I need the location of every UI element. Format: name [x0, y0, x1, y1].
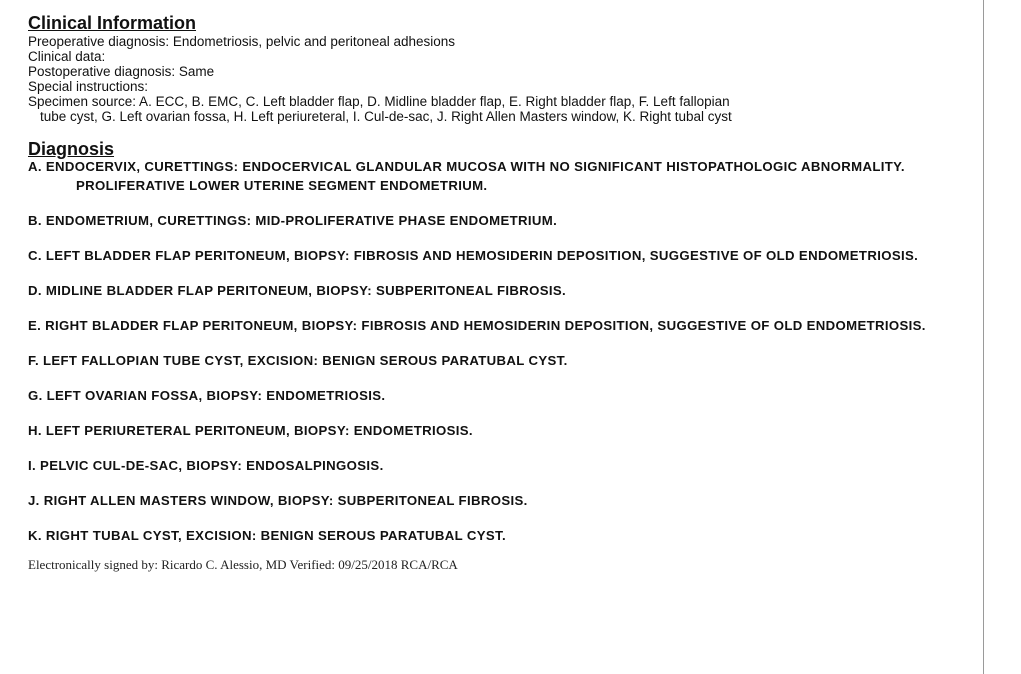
preop-diagnosis: Preoperative diagnosis: Endometriosis, pelvic and peritoneal adhesions — [28, 34, 456, 49]
diagnosis-item: I. PELVIC CUL-DE-SAC, BIOPSY: ENDOSALPINGOSIS. — [28, 458, 384, 473]
diagnosis-item: D. MIDLINE BLADDER FLAP PERITONEUM, BIOPSY: SUBPERITONEAL FIBROSIS. — [28, 283, 567, 298]
specimen-source-cont: tube cyst, G. Left ovarian fossa, H. Left periureteral, I. Cul-de-sac, J. Right Allen Masters window, K. Right tubal cyst — [40, 109, 732, 124]
diagnosis-item: G. LEFT OVARIAN FOSSA, BIOPSY: ENDOMETRIOSIS. — [28, 388, 386, 403]
diagnosis-item: B. ENDOMETRIUM, CURETTINGS: MID-PROLIFERATIVE PHASE ENDOMETRIUM. — [28, 213, 558, 228]
diagnosis-list — [28, 157, 978, 545]
diagnosis-item: K. RIGHT TUBAL CYST, EXCISION: BENIGN SEROUS PARATUBAL CYST. — [28, 528, 506, 543]
specimen-source: Specimen source: A. ECC, B. EMC, C. Left bladder flap, D. Midline bladder flap, E. Right bladder flap, F. Left fallopian — [28, 94, 730, 109]
postop-diagnosis: Postoperative diagnosis: Same — [28, 64, 215, 79]
diagnosis-item: A. ENDOCERVIX, CURETTINGS: ENDOCERVICAL GLANDULAR MUCOSA WITH NO SIGNIFICANT HISTOPATHOLOGIC ABNORMALITY. PROLIFERATIVE LOWER UTERINE SEGMENT ENDOMETRIUM. — [28, 159, 905, 193]
diagnosis-item: F. LEFT FALLOPIAN TUBE CYST, EXCISION: BENIGN SEROUS PARATUBAL CYST. — [28, 353, 568, 368]
special-instructions: Special instructions: — [28, 79, 149, 94]
diagnosis-item: C. LEFT BLADDER FLAP PERITONEUM, BIOPSY: FIBROSIS AND HEMOSIDERIN DEPOSITION, SUGGESTIVE OF OLD ENDOMETRIOSIS. — [28, 248, 919, 263]
clinical-data: Clinical data: — [28, 49, 106, 64]
diagnosis-item: J. RIGHT ALLEN MASTERS WINDOW, BIOPSY: SUBPERITONEAL FIBROSIS. — [28, 493, 528, 508]
page-border-line — [983, 0, 984, 674]
diagnosis-item: E. RIGHT BLADDER FLAP PERITONEUM, BIOPSY: FIBROSIS AND HEMOSIDERIN DEPOSITION, SUGGESTIVE OF OLD ENDOMETRIOSIS. — [28, 318, 926, 333]
pathology-report — [28, 12, 978, 573]
clinical-info-section — [28, 34, 978, 124]
diagnosis-heading: Diagnosis — [28, 139, 115, 159]
clinical-info-heading: Clinical Information — [28, 13, 197, 33]
diagnosis-item: H. LEFT PERIURETERAL PERITONEUM, BIOPSY: ENDOMETRIOSIS. — [28, 423, 473, 438]
electronic-signature: Electronically signed by: Ricardo C. Alessio, MD Verified: 09/25/2018 RCA/RCA — [28, 557, 458, 572]
